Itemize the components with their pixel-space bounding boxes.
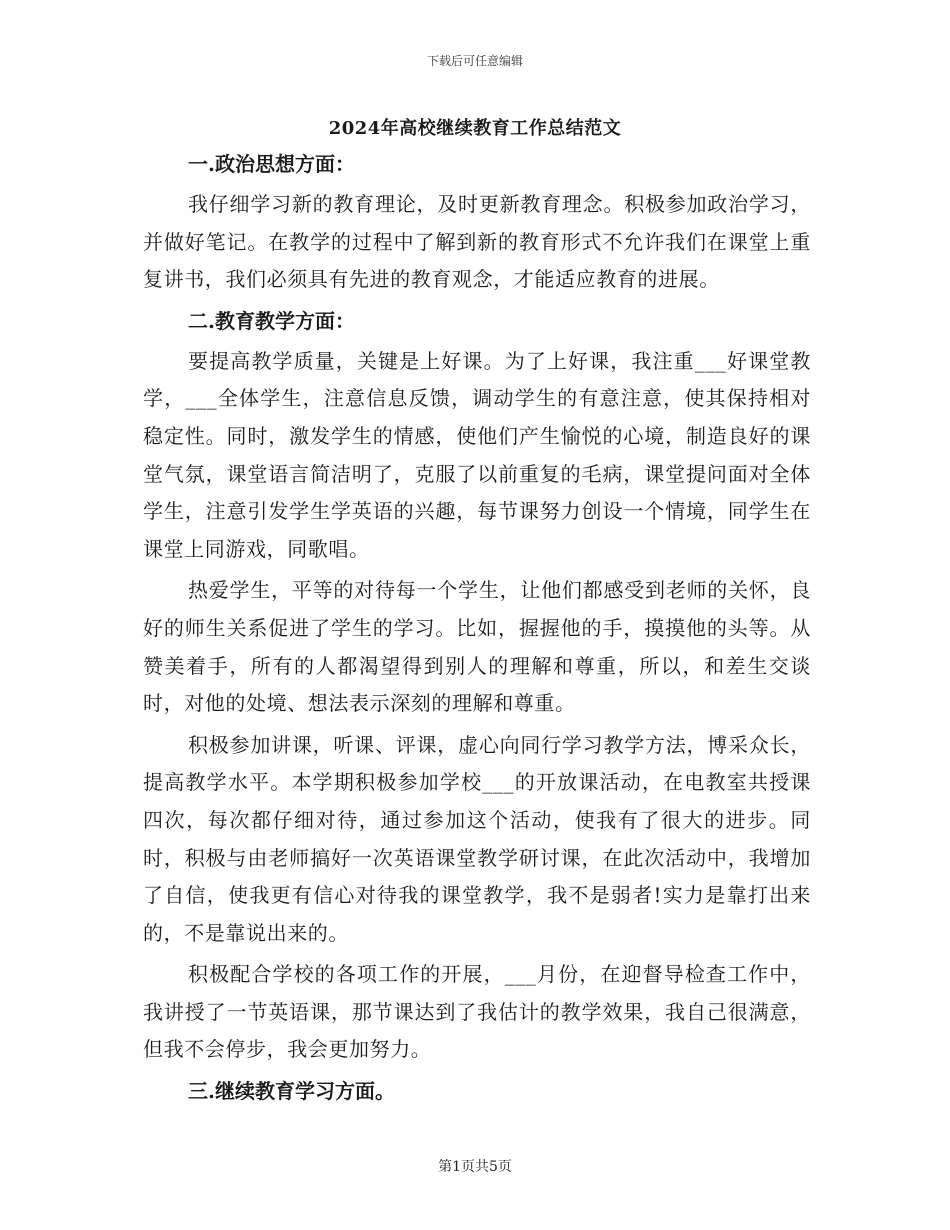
paragraph: 积极配合学校的各项工作的开展，___月份，在迎督导检查工作中，我讲授了一节英语课，那节课达到了我估计的教学效果，我自己很满意，但我不会停步，我会更加努力。 bbox=[143, 962, 811, 1062]
section-heading-teaching: 二.教育教学方面： bbox=[188, 308, 355, 333]
paragraph: 我仔细学习新的教育理论，及时更新教育理念。积极参加政治学习，并做好笔记。在教学的过程中了解到新的教育形式不允许我们在课堂上重复讲书，我们必须具有先进的教育观念，才能适应教育的进展。 bbox=[143, 192, 811, 292]
paragraph: 积极参加讲课，听课、评课，虚心向同行学习教学方法，博采众长，提高教学水平。本学期积极参加学校___的开放课活动，在电教室共授课四次，每次都仔细对待，通过参加这个活动，使我有了很大的进步。同时，积极与由老师搞好一次英语课堂教学研讨课，在此次活动中，我增加了自信，使我更有信心对待我的课堂教学，我不是弱者!实力是靠打出来的，不是靠说出来的。 bbox=[143, 732, 811, 945]
paragraph: 热爱学生，平等的对待每一个学生，让他们都感受到老师的关怀，良好的师生关系促进了学生的学习。比如，握握他的手，摸摸他的头等。从赞美着手，所有的人都渴望得到别人的理解和尊重，所以，和差生交谈时，对他的处境、想法表示深刻的理解和尊重。 bbox=[143, 578, 811, 716]
section-heading-politics: 一.政治思想方面： bbox=[188, 152, 355, 176]
page-footer: 第1页共5页 bbox=[438, 1159, 512, 1175]
header-note: 下载后可任意编辑 bbox=[426, 54, 523, 68]
section-heading-continuing-education: 三.继续教育学习方面。 bbox=[188, 1079, 395, 1104]
document-title: 2024年高校继续教育工作总结范文 bbox=[328, 118, 622, 139]
document-body bbox=[143, 146, 811, 1113]
paragraph: 要提高教学质量，关键是上好课。为了上好课，我注重___好课堂教学，___全体学生，注意信息反馈，调动学生的有意注意，使其保持相对稳定性。同时，激发学生的情感，使他们产生愉悦的心境，制造良好的课堂气氛，课堂语言简洁明了，克服了以前重复的毛病，课堂提问面对全体学生，注意引发学生学英语的兴趣，每节课努力创设一个情境，同学生在课堂上同游戏，同歌唱。 bbox=[143, 348, 811, 561]
